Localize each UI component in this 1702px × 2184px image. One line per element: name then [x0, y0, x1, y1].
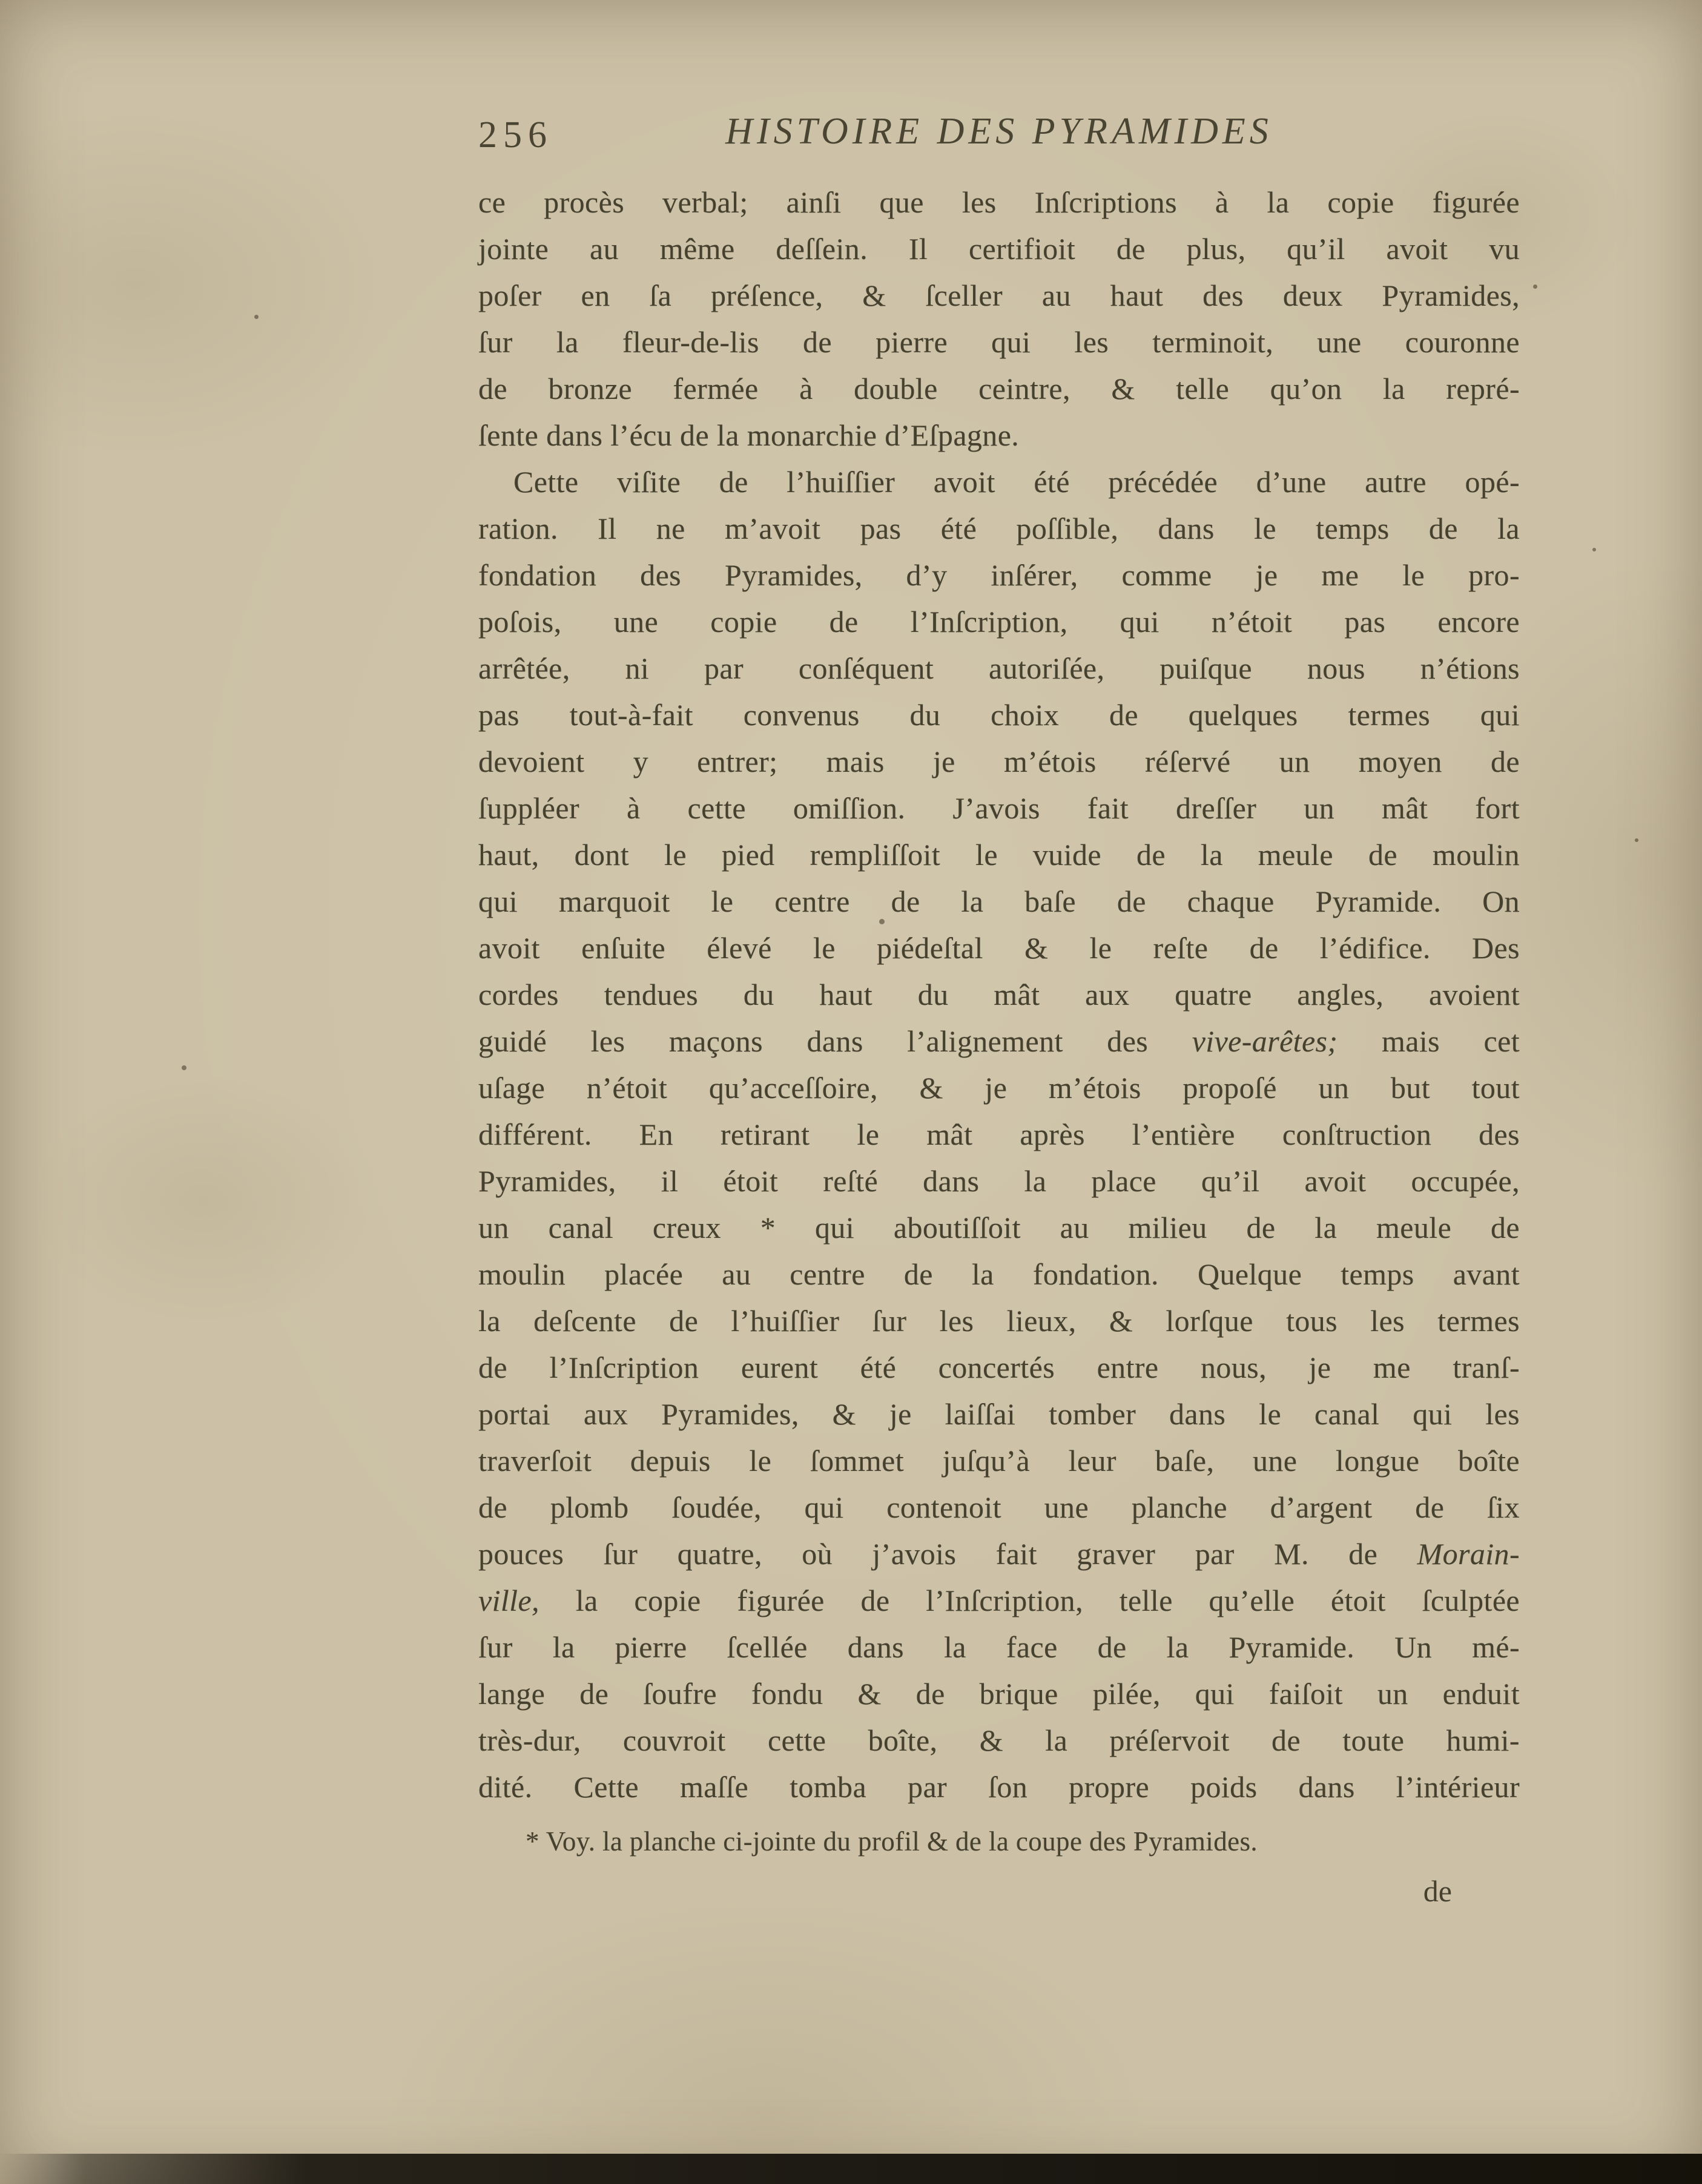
text-line — [478, 366, 1520, 412]
body-text-segment: ce procès verbal; ainſi que les Inſcriptions à la copie figurée — [478, 185, 1520, 219]
text-line — [478, 1205, 1520, 1251]
catchword: de — [1423, 1874, 1452, 1908]
text-line — [478, 319, 1520, 366]
body-text-segment: poſer en ſa préſence, & ſceller au haut des deux Pyramides, — [478, 278, 1520, 312]
body-text-segment: de bronze fermée à double ceintre, & telle qu’on la repré- — [478, 372, 1520, 406]
body-text-segment: très-dur, couvroit cette boîte, & la préſervoit de toute humi- — [478, 1723, 1520, 1757]
text-line — [478, 272, 1520, 319]
body-text-segment: avoit enſuite élevé le piédeſtal & le reſte de l’édifice. Des — [478, 931, 1520, 965]
body-text-segment: poſois, une copie de l’Inſcription, qui n’étoit pas encore — [478, 605, 1520, 639]
text-line — [478, 925, 1520, 972]
body-text-segment: portai aux Pyramides, & je laiſſai tomber dans le canal qui les — [478, 1397, 1520, 1431]
body-text-segment: moulin placée au centre de la fondation. Quelque temps avant — [478, 1257, 1520, 1291]
text-line — [478, 1298, 1520, 1344]
text-line — [478, 692, 1520, 738]
body-text-segment: ſuppléer à cette omiſſion. J’avois fait dreſſer un mât fort — [478, 791, 1520, 825]
text-line — [478, 832, 1520, 878]
body-text-segment: fondation des Pyramides, d’y inſérer, comme je me le pro- — [478, 558, 1520, 592]
text-line — [478, 1158, 1520, 1205]
page-header — [478, 110, 1520, 161]
italic-text: Morain- — [1417, 1537, 1520, 1571]
text-line — [478, 552, 1520, 599]
body-text-segment: ſente dans l’écu de la monarchie d’Eſpagne. — [478, 418, 1020, 452]
body-text-segment: de l’Inſcription eurent été concertés entre nous, je me tranſ- — [478, 1350, 1520, 1384]
text-line — [478, 1717, 1520, 1764]
body-text-segment: Pyramides, il étoit reſté dans la place qu’il avoit occupée, — [478, 1164, 1520, 1198]
body-text-segment: arrêtée, ni par conſéquent autoriſée, puiſque nous n’étions — [478, 651, 1520, 685]
body-text — [478, 179, 1520, 1811]
text-line — [478, 1111, 1520, 1158]
text-line — [478, 1391, 1520, 1438]
body-text-segment: la deſcente de l’huiſſier ſur les lieux, & lorſque tous les termes — [478, 1304, 1520, 1338]
ink-speck — [1533, 285, 1537, 289]
body-text-segment: la copie figurée de l’Inſcription, telle qu’elle étoit ſculptée — [539, 1584, 1520, 1617]
body-text-segment: lange de ſoufre fondu & de brique pilée, qui faiſoit un enduit — [478, 1677, 1520, 1711]
body-text-segment: haut, dont le pied rempliſſoit le vuide de la meule de moulin — [478, 838, 1520, 872]
text-line — [478, 878, 1520, 925]
text-line — [478, 1624, 1520, 1671]
text-line — [478, 412, 1520, 459]
page-number: 256 — [478, 114, 553, 156]
text-line — [478, 1671, 1520, 1717]
scan-bottom-edge — [0, 2154, 1702, 2184]
text-line — [478, 1577, 1520, 1624]
body-text-segment: traverſoit depuis le ſommet juſqu’à leur baſe, une longue boîte — [478, 1444, 1520, 1478]
italic-text: ville, — [478, 1584, 539, 1617]
body-text-segment: ſur la pierre ſcellée dans la face de la Pyramide. Un mé- — [478, 1630, 1520, 1664]
text-line — [478, 1531, 1520, 1577]
text-line — [478, 505, 1520, 552]
italic-text: vive-arêtes; — [1192, 1024, 1338, 1058]
text-line — [478, 459, 1520, 505]
body-text-segment: dité. Cette maſſe tomba par ſon propre poids dans l’intérieur — [478, 1770, 1520, 1804]
paper-stain — [1592, 548, 1596, 551]
body-text-segment: pas tout-à-fait convenus du choix de quelques termes qui — [478, 698, 1520, 732]
text-line — [478, 1344, 1520, 1391]
body-text-segment: cordes tendues du haut du mât aux quatre angles, avoient — [478, 978, 1520, 1011]
text-line — [478, 1764, 1520, 1811]
body-text-segment: qui marquoit le centre de la baſe de chaque Pyramide. On — [478, 884, 1520, 918]
paper-stain — [182, 1065, 186, 1070]
text-line — [478, 972, 1520, 1018]
text-line — [478, 1065, 1520, 1111]
body-text-segment: jointe au même deſſein. Il certifioit de plus, qu’il avoit vu — [478, 232, 1520, 266]
body-text-segment: un canal creux * qui aboutiſſoit au milieu de la meule de — [478, 1211, 1520, 1245]
text-line — [478, 599, 1520, 645]
text-line — [478, 1438, 1520, 1484]
body-text-segment: mais cet — [1338, 1024, 1520, 1058]
body-text-segment: devoient y entrer; mais je m’étois réſervé un moyen de — [478, 745, 1520, 778]
text-line — [478, 645, 1520, 692]
body-text-segment: différent. En retirant le mât après l’entière conſtruction des — [478, 1117, 1520, 1151]
text-line — [478, 1018, 1520, 1065]
text-line — [478, 1484, 1520, 1531]
paper-stain — [1635, 838, 1638, 842]
body-text-segment: ſur la fleur-de-lis de pierre qui les terminoit, une couronne — [478, 325, 1520, 359]
text-line — [478, 179, 1520, 226]
text-line — [478, 226, 1520, 272]
body-text-segment: de plomb ſoudée, qui contenoit une planche d’argent de ſix — [478, 1490, 1520, 1524]
ink-speck — [879, 919, 885, 924]
paper-stain — [254, 315, 259, 319]
body-text-segment: uſage n’étoit qu’acceſſoire, & je m’étois propoſé un but tout — [478, 1071, 1520, 1105]
body-text-segment: pouces ſur quatre, où j’avois fait graver par M. de — [478, 1537, 1417, 1571]
text-line — [478, 1251, 1520, 1298]
body-text-segment: ration. Il ne m’avoit pas été poſſible, dans le temps de la — [478, 511, 1520, 545]
body-text-segment: Cette viſite de l’huiſſier avoit été précédée d’une autre opé- — [513, 465, 1520, 499]
body-text-segment: guidé les maçons dans l’alignement des — [478, 1024, 1192, 1058]
footnote: * Voy. la planche ci-jointe du profil & de la coupe des Pyramides. — [526, 1826, 1258, 1857]
text-line — [478, 785, 1520, 832]
running-title: HISTOIRE DES PYRAMIDES — [725, 111, 1273, 152]
text-line — [478, 738, 1520, 785]
